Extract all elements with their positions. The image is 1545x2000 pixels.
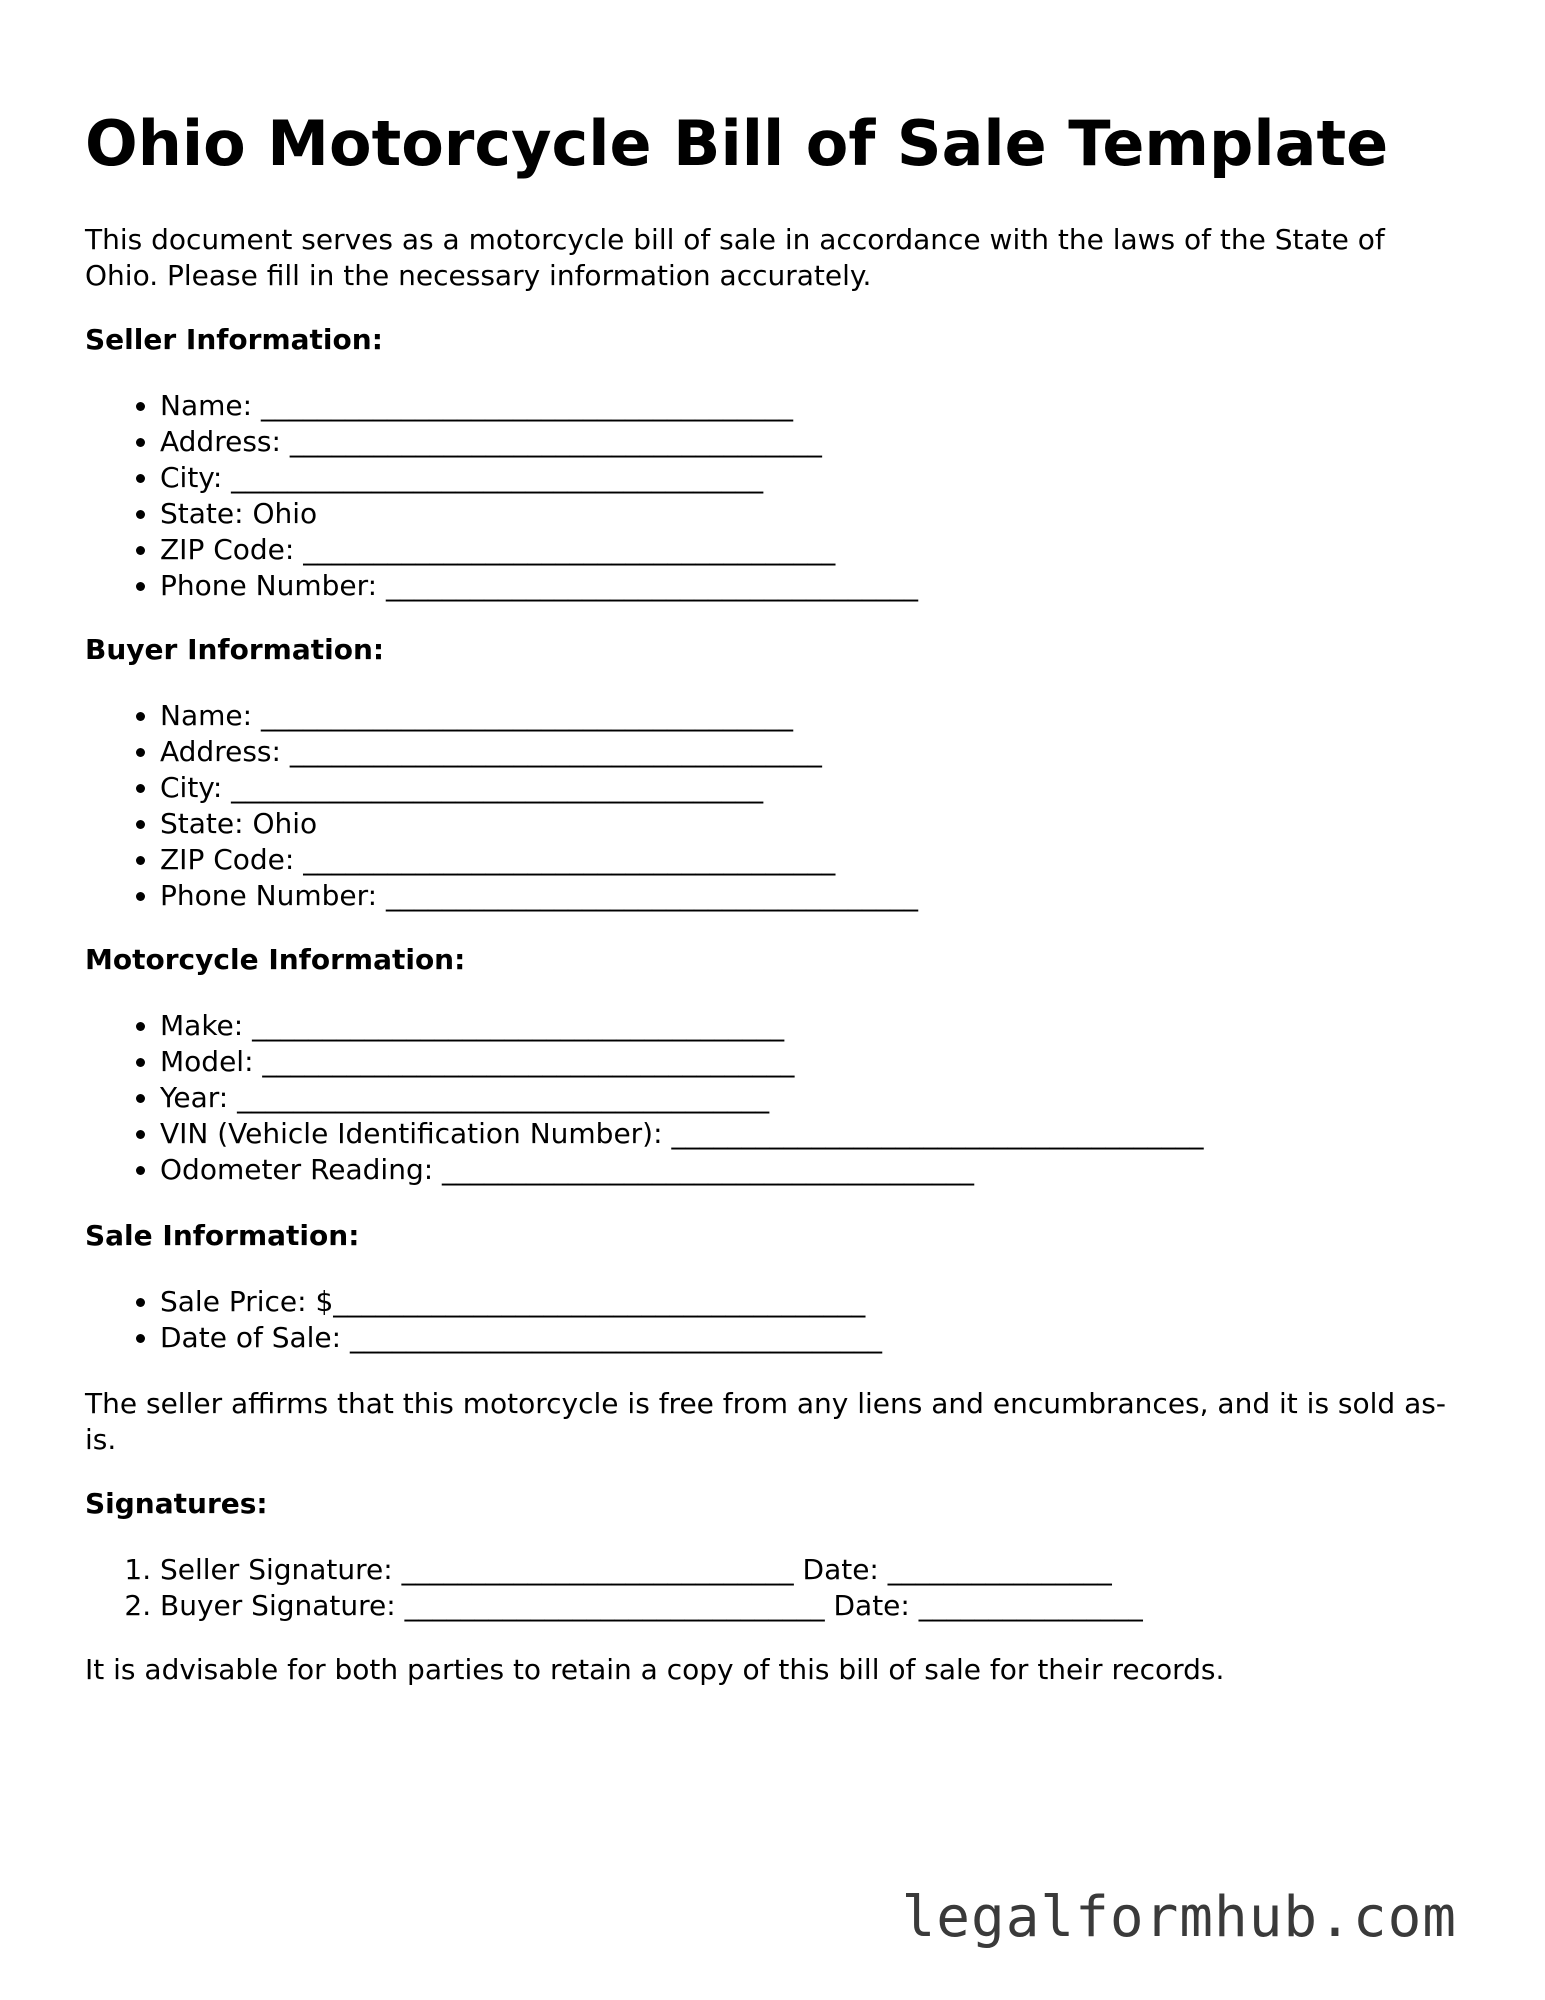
seller-city-field[interactable]: • City: ______________________________________ <box>160 460 918 496</box>
sale-fields-list <box>85 1284 882 1356</box>
buyer-zip-field[interactable]: • ZIP Code: ______________________________________ <box>160 842 918 878</box>
buyer-address-field[interactable]: • Address: ______________________________________ <box>160 734 918 770</box>
motorcycle-heading: Motorcycle Information: <box>85 943 466 976</box>
closing-paragraph: It is advisable for both parties to retain a copy of this bill of sale for their records. <box>85 1653 1225 1686</box>
affirmation-paragraph: The seller affirms that this motorcycle is free from any liens and encumbrances, and it is sold as-is. <box>85 1387 1446 1456</box>
motorcycle-year-field[interactable]: • Year: ______________________________________ <box>160 1080 1203 1116</box>
motorcycle-model-field[interactable]: • Model: ______________________________________ <box>160 1044 1203 1080</box>
signatures-heading: Signatures: <box>85 1487 268 1520</box>
motorcycle-fields-list <box>85 1008 1203 1188</box>
signatures-list <box>85 1552 1143 1624</box>
motorcycle-vin-field[interactable]: • VIN (Vehicle Identification Number): ______________________________________ <box>160 1116 1203 1152</box>
buyer-state-field: • State: Ohio <box>160 806 918 842</box>
seller-address-field[interactable]: • Address: ______________________________________ <box>160 424 918 460</box>
seller-name-field[interactable]: • Name: ______________________________________ <box>160 388 918 424</box>
buyer-phone-field[interactable]: • Phone Number: ______________________________________ <box>160 878 918 914</box>
seller-phone-field[interactable]: • Phone Number: ______________________________________ <box>160 568 918 604</box>
page-title: Ohio Motorcycle Bill of Sale Template <box>85 107 1389 180</box>
buyer-fields-list <box>85 698 918 914</box>
intro-paragraph: This document serves as a motorcycle bill of sale in accordance with the laws of the State of Ohio. Please fill in the necessary information accurately. <box>85 223 1385 292</box>
buyer-city-field[interactable]: • City: ______________________________________ <box>160 770 918 806</box>
sale-heading: Sale Information: <box>85 1219 360 1252</box>
seller-state-field: • State: Ohio <box>160 496 918 532</box>
motorcycle-odometer-field[interactable]: • Odometer Reading: ______________________________________ <box>160 1152 1203 1188</box>
buyer-signature-field[interactable]: 2. Buyer Signature: ______________________________ Date: ________________ <box>160 1588 1143 1624</box>
legalformhub-watermark: legalformhub.com <box>901 1885 1457 1950</box>
seller-heading: Seller Information: <box>85 323 383 356</box>
motorcycle-make-field[interactable]: • Make: ______________________________________ <box>160 1008 1203 1044</box>
seller-signature-field[interactable]: 1. Seller Signature: ____________________________ Date: ________________ <box>160 1552 1143 1588</box>
sale-price-field[interactable]: • Sale Price: $______________________________________ <box>160 1284 882 1320</box>
seller-fields-list <box>85 388 918 604</box>
seller-zip-field[interactable]: • ZIP Code: ______________________________________ <box>160 532 918 568</box>
sale-date-field[interactable]: • Date of Sale: ______________________________________ <box>160 1320 882 1356</box>
buyer-heading: Buyer Information: <box>85 633 385 666</box>
buyer-name-field[interactable]: • Name: ______________________________________ <box>160 698 918 734</box>
